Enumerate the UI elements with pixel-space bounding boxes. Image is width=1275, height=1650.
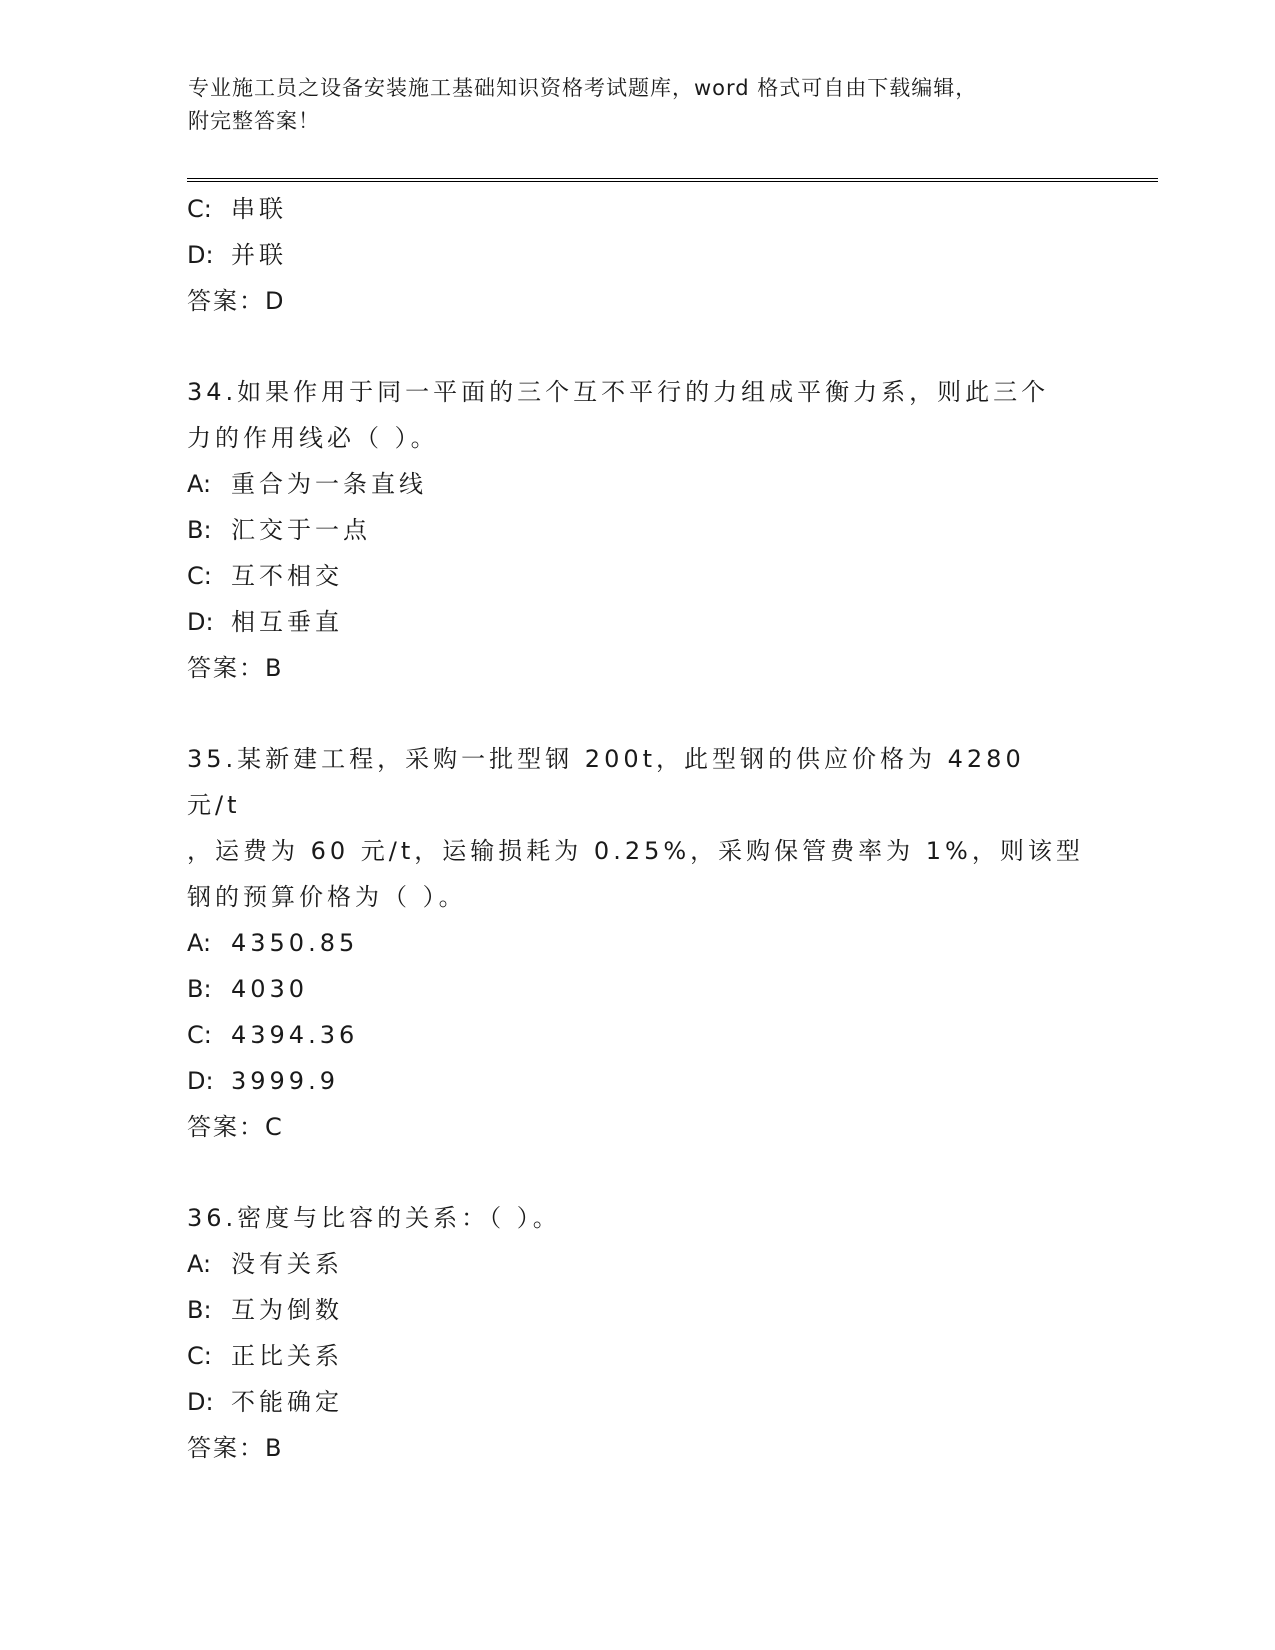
stem-line: ，运费为 60 元/t，运输损耗为 0.25%，采购保管费率为 1%，则该型 [187, 837, 1084, 865]
option-text: 互为倒数 [231, 1296, 343, 1324]
answer-line: 答案：C [187, 1113, 284, 1141]
question-content [187, 186, 1087, 1471]
stem-line: 力的作用线必（ ）。 [187, 424, 439, 452]
option-row [187, 507, 1087, 553]
option-letter: D: [187, 1388, 214, 1416]
previous-question-tail [187, 186, 1087, 324]
option-row [187, 1379, 1087, 1425]
stem-line: 钢的预算价格为（ ）。 [187, 883, 467, 911]
option-row [187, 186, 1087, 232]
option-text: 4350.85 [231, 929, 359, 957]
option-letter: A: [187, 470, 212, 498]
option-text: 相互垂直 [231, 608, 343, 636]
option-row [187, 920, 1087, 966]
option-text: 没有关系 [231, 1250, 343, 1278]
option-text: 互不相交 [231, 562, 343, 590]
option-letter: D: [187, 1067, 214, 1095]
option-text: 重合为一条直线 [231, 470, 427, 498]
question-34 [187, 369, 1087, 691]
question-stem [187, 369, 1087, 461]
header-line-2: 附完整答案！ [188, 109, 320, 133]
option-letter: C: [187, 1021, 212, 1049]
option-row [187, 1012, 1087, 1058]
header-divider [187, 178, 1158, 182]
stem-line: 36.密度与比容的关系：（ ）。 [187, 1204, 561, 1232]
answer-line: 答案：D [187, 287, 286, 315]
option-letter: B: [187, 975, 212, 1003]
option-letter: A: [187, 1250, 212, 1278]
option-letter: D: [187, 241, 214, 269]
stem-line: 34.如果作用于同一平面的三个互不平行的力组成平衡力系，则此三个 [187, 378, 1050, 406]
option-letter: C: [187, 562, 212, 590]
page-header [188, 72, 1088, 138]
option-row [187, 1241, 1087, 1287]
question-36 [187, 1195, 1087, 1471]
option-row [187, 461, 1087, 507]
option-text: 3999.9 [231, 1067, 339, 1095]
option-row [187, 232, 1087, 278]
option-text: 正比关系 [231, 1342, 343, 1370]
question-35 [187, 736, 1087, 1150]
header-line-1: 专业施工员之设备安装施工基础知识资格考试题库，word 格式可自由下载编辑， [188, 76, 978, 100]
stem-line: 35.某新建工程，采购一批型钢 200t，此型钢的供应价格为 4280 元/t [187, 745, 1025, 819]
option-row [187, 1058, 1087, 1104]
option-letter: D: [187, 608, 214, 636]
option-text: 并联 [231, 241, 287, 269]
question-stem [187, 736, 1087, 920]
option-text: 不能确定 [231, 1388, 343, 1416]
option-letter: C: [187, 195, 212, 223]
spacer [187, 691, 1087, 736]
option-row [187, 1287, 1087, 1333]
option-letter: A: [187, 929, 212, 957]
option-text: 4030 [231, 975, 309, 1003]
option-letter: C: [187, 1342, 212, 1370]
option-text: 汇交于一点 [231, 516, 371, 544]
answer-line: 答案：B [187, 1434, 284, 1462]
option-letter: B: [187, 516, 212, 544]
option-text: 串联 [231, 195, 287, 223]
answer-line: 答案：B [187, 654, 284, 682]
option-row [187, 599, 1087, 645]
option-letter: B: [187, 1296, 212, 1324]
option-text: 4394.36 [231, 1021, 359, 1049]
question-stem [187, 1195, 1087, 1241]
option-row [187, 1333, 1087, 1379]
option-row [187, 553, 1087, 599]
option-row [187, 966, 1087, 1012]
spacer [187, 1150, 1087, 1195]
spacer [187, 324, 1087, 369]
